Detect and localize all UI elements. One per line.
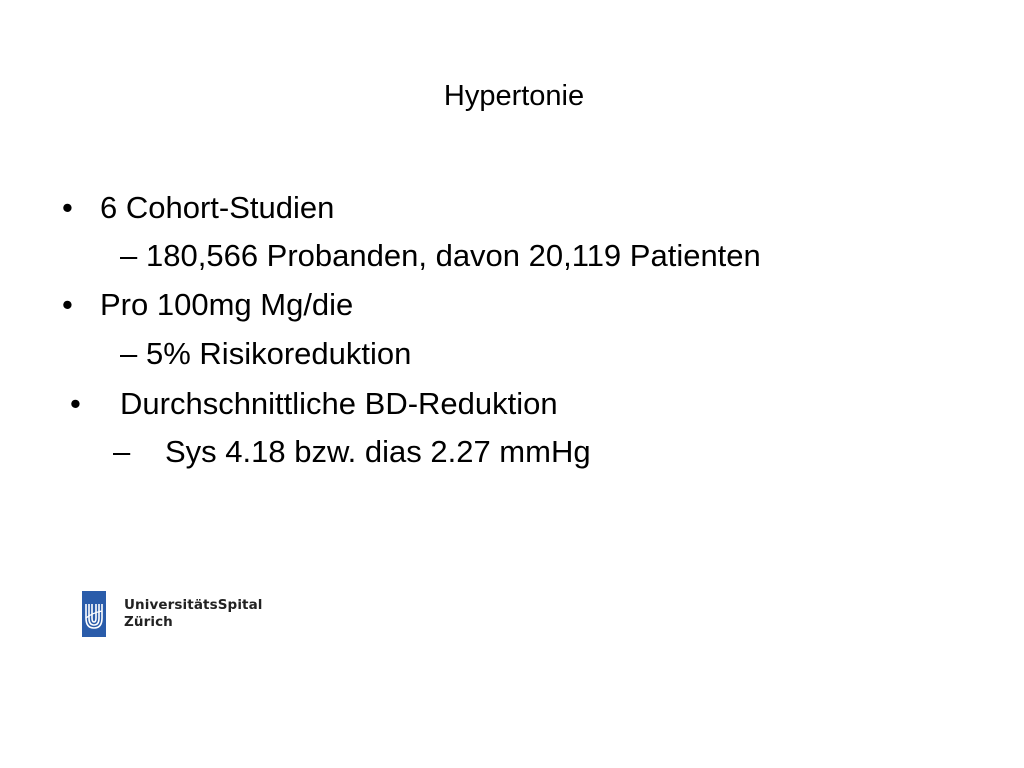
bullet-text: 6 Cohort-Studien	[100, 190, 335, 225]
sub-bullet-text: 180,566 Probanden, davon 20,119 Patienten	[146, 238, 761, 273]
dash-marker: –	[120, 336, 138, 371]
bullet-marker: •	[70, 386, 81, 421]
bullet-text: Pro 100mg Mg/die	[100, 287, 354, 322]
bullet-marker: •	[62, 287, 73, 322]
usz-logo-text	[124, 597, 263, 631]
usz-logo	[82, 591, 282, 639]
slide-title: Hypertonie	[443, 80, 585, 112]
sub-bullet-text: Sys 4.18 bzw. dias 2.27 mmHg	[165, 434, 591, 469]
logo-line-2: Zürich	[124, 614, 173, 630]
bullet-text: Durchschnittliche BD-Reduktion	[120, 386, 558, 421]
dash-marker: –	[120, 238, 138, 273]
dash-marker: –	[113, 434, 131, 469]
logo-line-1: UniversitätsSpital	[124, 597, 263, 613]
bullet-marker: •	[62, 190, 73, 225]
sub-bullet-text: 5% Risikoreduktion	[146, 336, 412, 371]
usz-logo-mark-icon	[82, 591, 106, 637]
